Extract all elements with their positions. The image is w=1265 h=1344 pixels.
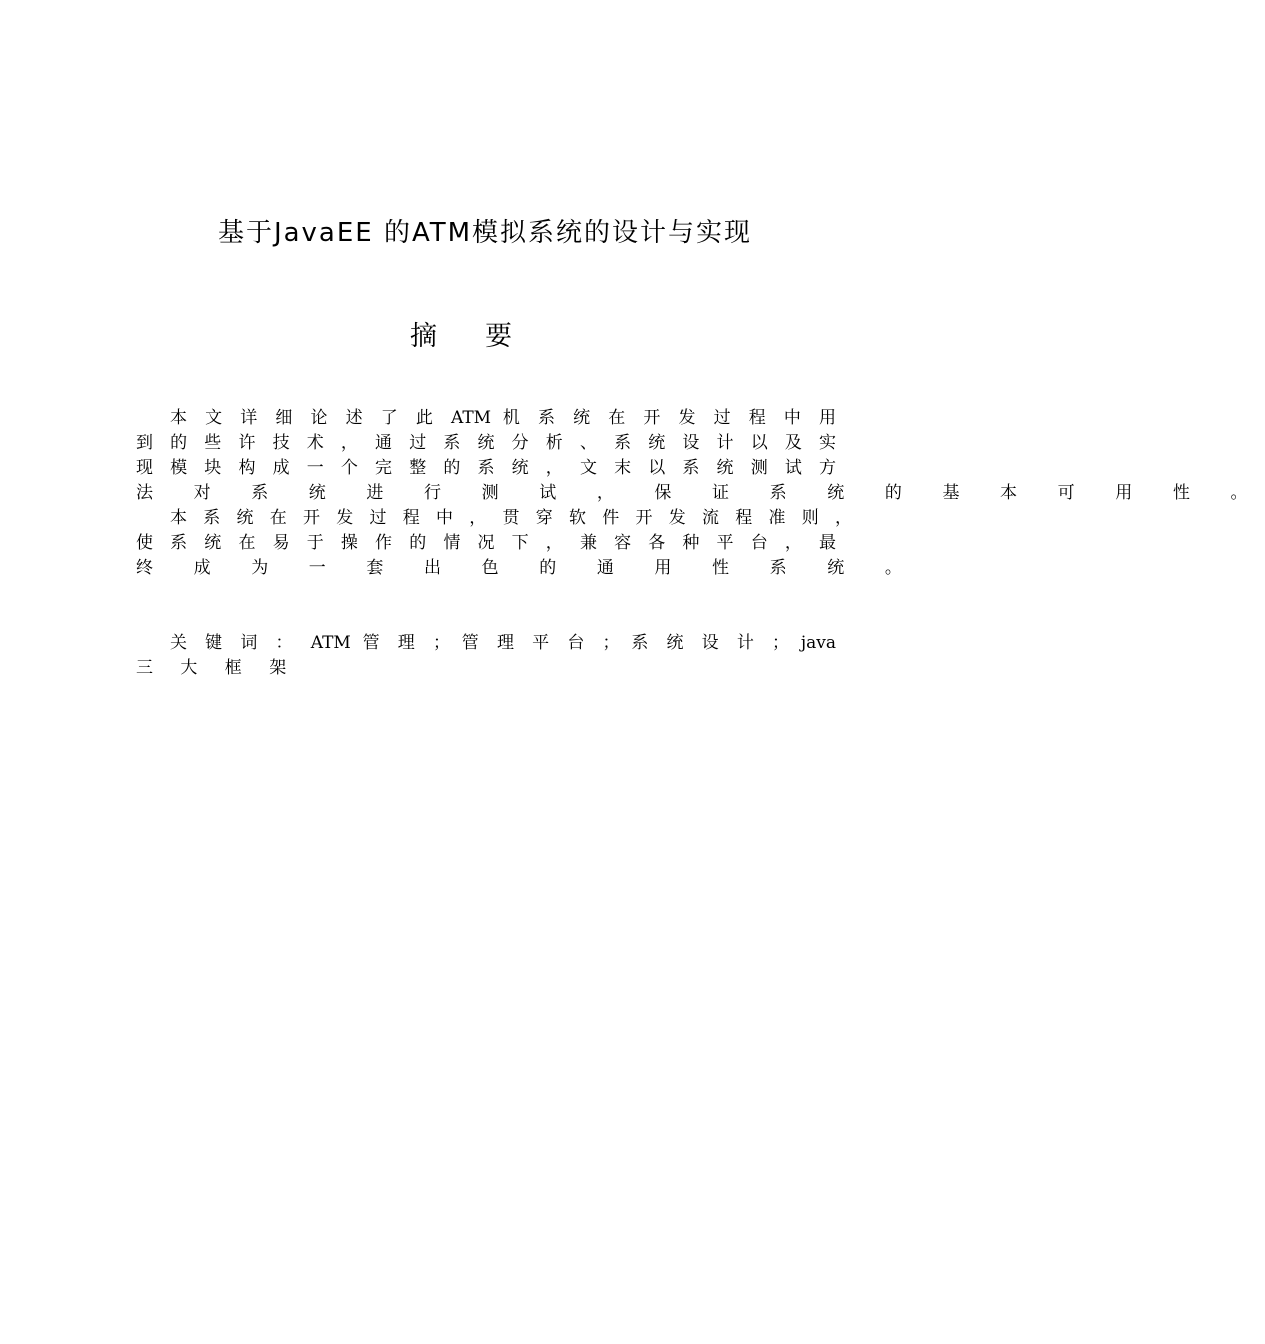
keywords-line-2: 三 大 框 架 xyxy=(136,658,298,678)
abstract-line-3: 现 模 块 构 成 一 个 完 整 的 系 统 ， 文 末 以 系 统 测 试 方 xyxy=(136,458,836,478)
abstract-line-2: 到 的 些 许 技 术 ， 通 过 系 统 分 析 、 系 统 设 计 以 及 实 xyxy=(136,433,836,453)
abstract-heading: 摘要 xyxy=(410,321,560,352)
abstract-line-1: 本 文 详 细 论 述 了 此 ATM 机 系 统 在 开 发 过 程 中 用 xyxy=(170,408,836,428)
keywords-line-1: 关 键 词 ： ATM 管 理 ； 管 理 平 台 ； 系 统 设 计 ； java xyxy=(170,633,836,653)
abstract-line-6: 使 系 统 在 易 于 操 作 的 情 况 下 ， 兼 容 各 种 平 台 ， 最 xyxy=(136,533,836,553)
abstract-line-5: 本 系 统 在 开 发 过 程 中 ， 贯 穿 软 件 开 发 流 程 准 则 ， xyxy=(170,508,852,528)
document-title: 基于JavaEE 的ATM模拟系统的设计与实现 xyxy=(217,218,753,248)
abstract-line-7: 终 成 为 一 套 出 色 的 通 用 性 系 统 。 xyxy=(136,558,920,578)
abstract-line-4: 法 对 系 统 进 行 测 试 ， 保 证 系 统 的 基 本 可 用 性 。 xyxy=(136,483,1265,503)
